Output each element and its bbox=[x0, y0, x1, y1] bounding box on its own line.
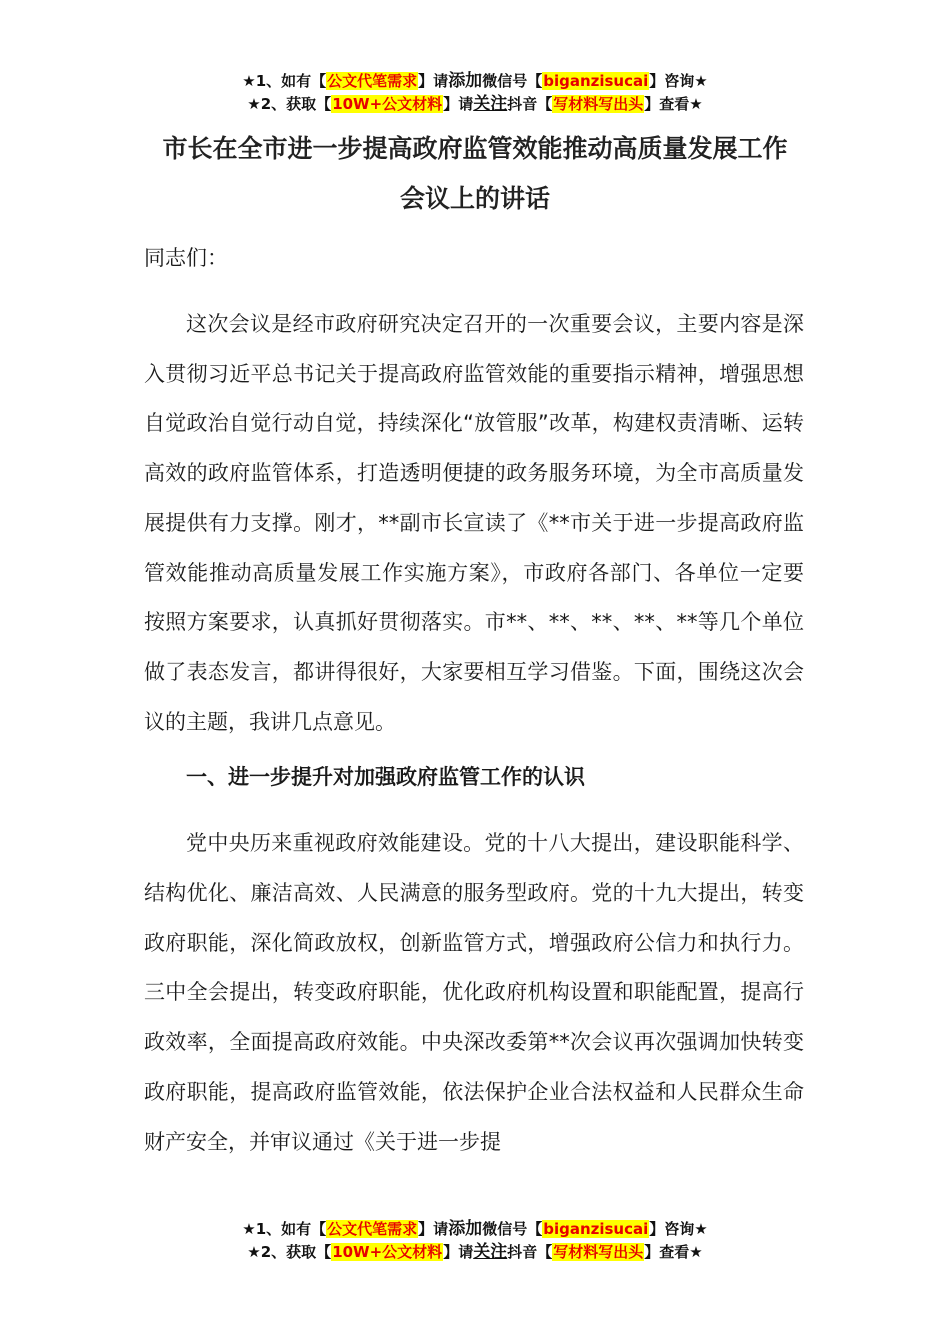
promo-text: 】查看★ bbox=[644, 95, 703, 113]
bottom-promo-banner bbox=[0, 1218, 950, 1264]
promo-emphasis: 关注 bbox=[473, 94, 508, 114]
promo-text: ★2、获取【 bbox=[247, 95, 332, 113]
promo-highlight: 公文代笔需求 bbox=[327, 72, 418, 90]
promo-text: 】请 bbox=[443, 1243, 474, 1261]
promo-text: 抖音【 bbox=[507, 1243, 553, 1261]
promo-text: 抖音【 bbox=[507, 95, 553, 113]
document-title bbox=[0, 124, 950, 224]
promo-line-1 bbox=[0, 1218, 950, 1241]
promo-emphasis: 添加 bbox=[448, 1219, 483, 1239]
promo-emphasis: 关注 bbox=[473, 1242, 508, 1262]
promo-line-1 bbox=[0, 70, 950, 93]
promo-text: 】请 bbox=[418, 1220, 449, 1238]
top-promo-banner bbox=[0, 70, 950, 116]
promo-text: ★1、如有【 bbox=[242, 72, 327, 90]
promo-text: 】请 bbox=[443, 95, 474, 113]
promo-wechat-id: biganzisucai bbox=[543, 72, 649, 90]
promo-text: ★1、如有【 bbox=[242, 1220, 327, 1238]
promo-line-2 bbox=[0, 93, 950, 116]
promo-wechat-id: biganzisucai bbox=[543, 1220, 649, 1238]
promo-emphasis: 添加 bbox=[448, 71, 483, 91]
title-line-2: 会议上的讲话 bbox=[399, 184, 550, 213]
promo-text: 微信号【 bbox=[482, 72, 543, 90]
promo-douyin-id: 写材料写出头 bbox=[553, 95, 644, 113]
salutation: 同志们： bbox=[144, 246, 228, 270]
promo-text: 微信号【 bbox=[482, 1220, 543, 1238]
promo-text: 】查看★ bbox=[644, 1243, 703, 1261]
paragraph-intro: 这次会议是经市政府研究决定召开的一次重要会议，主要内容是深入贯彻习近平总书记关于提高政府监管效能的重要指示精神，增强思想自觉政治自觉行动自觉，持续深化“放管服”改革，构建权责清晰、运转高效的政府监管体系，打造透明便捷的政务服务环境，为全市高质量发展提供有力支撑。刚才，**副市长宣读了《**市关于进一步提高政府监管效能推动高质量发展工作实施方案》，市政府各部门、各单位一定要按照方案要求，认真抓好贯彻落实。市**、**、**、**、**等几个单位做了表态发言，都讲得很好，大家要相互学习借鉴。下面，围绕这次会议的主题，我讲几点意见。 bbox=[144, 312, 804, 734]
promo-text: ★2、获取【 bbox=[247, 1243, 332, 1261]
promo-line-2 bbox=[0, 1241, 950, 1264]
promo-highlight: 10W+公文材料 bbox=[332, 1243, 443, 1261]
promo-text: 】请 bbox=[418, 72, 449, 90]
promo-highlight: 10W+公文材料 bbox=[332, 95, 443, 113]
promo-douyin-id: 写材料写出头 bbox=[553, 1243, 644, 1261]
title-line-1: 市长在全市进一步提高政府监管效能推动高质量发展工作 bbox=[162, 134, 788, 163]
paragraph-section-1: 党中央历来重视政府效能建设。党的十八大提出，建设职能科学、结构优化、廉洁高效、人民满意的服务型政府。党的十九大提出，转变政府职能，深化简政放权，创新监管方式，增强政府公信力和执行力。三中全会提出，转变政府职能，优化政府机构设置和职能配置，提高行政效率，全面提高政府效能。中央深改委第**次会议再次强调加快转变政府职能，提高政府监管效能，依法保护企业合法权益和人民群众生命财产安全，并审议通过《关于进一步提 bbox=[144, 831, 804, 1154]
promo-text: 】咨询★ bbox=[649, 72, 708, 90]
document-body bbox=[144, 238, 804, 1177]
promo-text: 】咨询★ bbox=[649, 1220, 708, 1238]
promo-highlight: 公文代笔需求 bbox=[327, 1220, 418, 1238]
section-heading-1: 一、进一步提升对加强政府监管工作的认识 bbox=[186, 765, 585, 790]
